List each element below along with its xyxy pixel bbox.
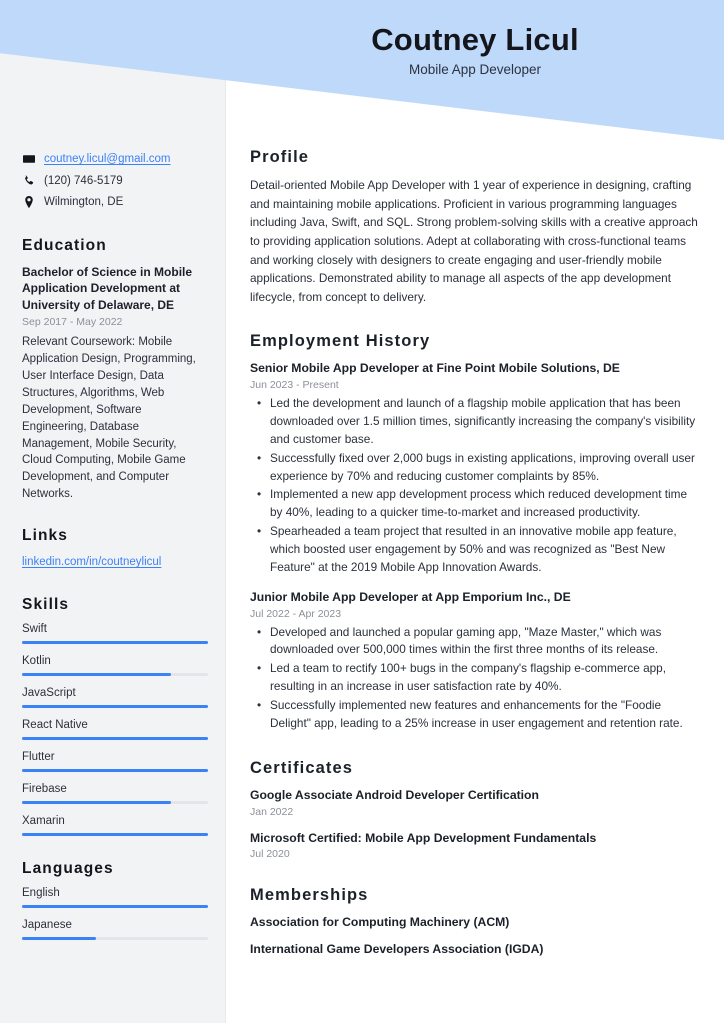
profile-text: Detail-oriented Mobile App Developer with 1 year of experience in designing, crafting and maintaining mobile applications. Proficient in various programming languages including Java, Swift, and SQL. Strong problem-solving skills with a creative approach to providing application solutions. Adept at collaborating with cross-functional teams and working closely with designers to create engaging and user-friendly mobile applications. Demonstrated ability to manage all aspects of the app development lifecycle, from concept to delivery. [250,178,698,304]
membership-entry: International Game Developers Association (IGDA) [250,942,544,957]
skill-bar-fill [22,833,208,836]
education-heading: Education [22,236,107,254]
skill-bar [22,833,208,836]
skill-label: JavaScript [22,687,76,700]
skill-bar [22,641,208,644]
certificate-entry [250,787,702,817]
page-title: Coutney Licul [371,21,579,57]
certificates-heading: Certificates [250,759,354,778]
list-item [22,623,208,644]
email-link[interactable]: coutney.licul@gmail.com [44,153,171,165]
skill-bar-fill [22,769,208,772]
job-date: Jul 2022 - Apr 2023 [250,607,342,620]
contact-list [22,152,208,211]
list-item: • Spearheaded a team project that resulted in an innovative mobile app feature, which boosted user engagement by 50% and was recognized as "Best New Feature" at the 2019 Mobile App Innovation Awards. [250,523,702,577]
list-item: • Developed and launched a popular gaming app, "Maze Master," which was downloaded over 500,000 times within the first three months of its release. [250,624,702,660]
memberships-heading: Memberships [250,886,369,904]
contact-location [22,195,208,211]
skill-bar [22,769,208,772]
membership-entry: Association for Computing Machinery (ACM) [250,915,510,929]
job-title: Junior Mobile App Developer at App Emporium Inc., DE [250,590,571,605]
location-pin-icon [22,195,35,208]
phone-value: (120) 746-5179 [44,174,123,187]
header-content [226,0,724,100]
certificate-date: Jul 2020 [250,848,290,860]
language-bar-fill [22,905,208,908]
linkedin-link[interactable]: linkedin.com/in/coutneylicul [22,556,162,569]
skill-label: Xamarin [22,815,65,828]
certificate-entry [250,830,702,860]
job-title: Senior Mobile App Developer at Fine Point Mobile Solutions, DE [250,361,620,376]
skills-list [22,623,208,836]
links-section [22,527,208,570]
list-item [22,687,208,708]
header-subtitle: Mobile App Developer [408,62,542,78]
list-item [22,751,208,772]
memberships-section [250,886,702,958]
education-date: Sep 2017 - May 2022 [22,316,123,329]
languages-section [22,860,208,940]
job-entry [250,589,702,733]
location-value: Wilmington, DE [44,196,124,209]
main-content [226,0,724,984]
skill-bar-fill [22,673,171,676]
skill-bar [22,673,208,676]
list-item [22,783,208,804]
skill-bar [22,801,208,804]
sidebar [0,0,226,964]
list-item: • Implemented a new app development process which reduced development time by 40%, leading to a quicker time-to-market and increased productivity. [250,486,702,522]
job-entry [250,360,702,577]
skill-label: Flutter [22,751,55,764]
language-bar-fill [22,937,96,940]
language-label: Japanese [22,919,72,932]
certificate-title: Google Associate Android Developer Certification [250,788,539,803]
list-item: • Successfully fixed over 2,000 bugs in existing applications, improving overall user experience by 70% and reducing customer complaints by 85%. [250,450,702,486]
skill-label: React Native [22,719,88,732]
skill-bar-fill [22,705,208,708]
certificate-title: Microsoft Certified: Mobile App Development Fundamentals [250,830,597,845]
envelope-icon [22,152,35,165]
skills-heading: Skills [22,596,70,614]
skill-bar-fill [22,737,208,740]
job-bullets [250,395,702,577]
list-item[interactable] [22,554,208,570]
language-label: English [22,887,60,900]
profile-section [250,148,702,306]
list-item [22,719,208,740]
links-heading: Links [22,527,68,545]
skill-bar-fill [22,641,208,644]
list-item [22,887,208,908]
profile-heading: Profile [250,148,310,166]
languages-heading: Languages [22,860,114,878]
certificates-section [250,759,702,860]
skill-label: Kotlin [22,655,51,668]
education-description: Relevant Coursework: Mobile Application Design, Programming, User Interface Design, Data Structures, Algorithms, Web Development, Software Engineering, Database Management, Mobile Security, Cloud Computing, Mobile Game Development, and Computer Networks. [22,336,196,501]
list-item [22,919,208,940]
education-section [22,237,208,504]
education-degree: Bachelor of Science in Mobile Application Development at University of Delaware, DE [22,264,193,312]
skill-label: Firebase [22,783,67,796]
skills-section [22,596,208,836]
contact-phone [22,174,208,190]
list-item: • Successfully implemented new features and enhancements for the "Foodie Delight" app, leading to a 25% increase in user engagement and retention rate. [250,697,702,733]
skill-bar-fill [22,801,171,804]
language-bar [22,905,208,908]
job-date: Jun 2023 - Present [250,378,339,391]
phone-icon [22,174,35,187]
skill-bar [22,705,208,708]
contact-email[interactable] [22,152,208,168]
employment-heading: Employment History [250,332,431,351]
language-bar [22,937,208,940]
list-item: • Led the development and launch of a flagship mobile application that has been downloaded over 1.5 million times, significantly increasing the company's visibility and customer base. [250,395,702,449]
list-item: • Led a team to rectify 100+ bugs in the company's flagship e-commerce app, resulting in an increase in user satisfaction rate by 40%. [250,660,702,696]
certificate-date: Jan 2022 [250,805,294,818]
list-item [22,655,208,676]
employment-section [250,332,702,733]
skill-label: Swift [22,623,47,636]
skill-bar [22,737,208,740]
job-bullets [250,624,702,734]
languages-list [22,887,208,940]
list-item [22,815,208,836]
